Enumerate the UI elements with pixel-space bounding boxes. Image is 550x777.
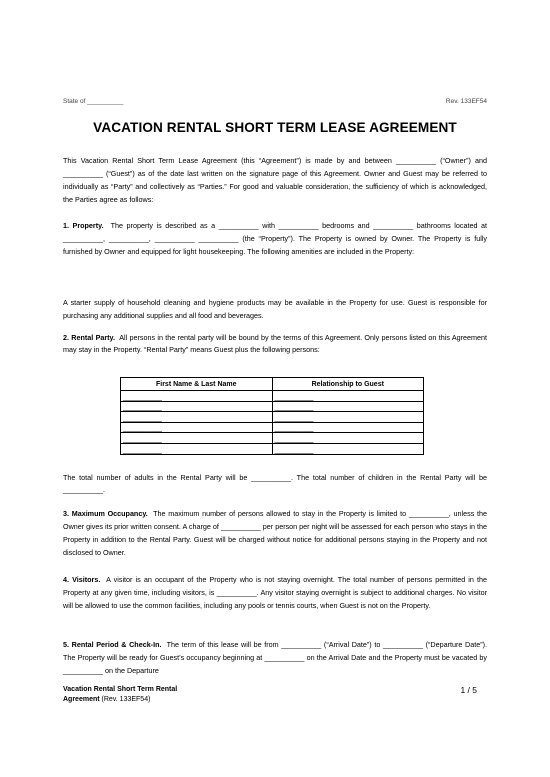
table-cell[interactable]: __________ — [272, 412, 424, 423]
supplies-paragraph: A starter supply of household cleaning and hygiene products may be available in the Property for use. Guest is responsible for purchasing any additional supplies and all food and beverages. — [63, 298, 487, 320]
section-maximum-occupancy — [63, 507, 487, 559]
table-cell[interactable]: __________ — [272, 391, 424, 402]
party-totals-paragraph: The total number of adults in the Rental Party will be __________. The total number of children in the Rental Party will be __________. — [63, 473, 487, 494]
state-label: State of __________ — [63, 98, 124, 105]
table-cell[interactable]: __________ — [272, 422, 424, 433]
document-title: VACATION RENTAL SHORT TERM LEASE AGREEMENT — [93, 120, 457, 135]
section-text: The maximum number of persons allowed to stay in the Property is limited to __________, unless the Owner gives its prior written consent. A charge of __________ per person per night will be assessed for each person who stays in the Property in addition to the Rental Party. Guest will be charged without notice for additional persons staying in the Property and not disclosed to Owner. — [63, 509, 487, 557]
section-property — [63, 219, 487, 258]
table-row — [121, 412, 424, 423]
intro-paragraph: This Vacation Rental Short Term Lease Agreement (this “Agreement”) is made by and between __________ (“Owner”) and __________ (“Guest”) as of the date last written on the signature page of this Agreement. Owner and Guest may be referred to individually as “Party” and collectively as “Parties.” For good and valuable consideration, the sufficiency of which is acknowledged, the Parties agree as follows: — [63, 156, 487, 204]
page-footer — [63, 685, 487, 705]
section-text: The property is described as a __________ with __________ bedrooms and __________ bathrooms located at __________, __________, __________ __________ (the “Property”). The Property is owned by Owner. The Property is fully furnished by Owner and equipped for light housekeeping. The following amenities are included in the Property: — [63, 221, 488, 256]
section-visitors — [63, 573, 487, 612]
table-cell[interactable]: __________ — [121, 433, 273, 444]
table-cell[interactable]: __________ — [121, 401, 273, 412]
footer-title-line1: Vacation Rental Short Term Rental — [63, 686, 178, 693]
table-row — [121, 391, 424, 402]
page-header — [63, 98, 487, 105]
section-rental-period — [63, 638, 487, 677]
table-cell[interactable]: __________ — [272, 401, 424, 412]
revision-label: Rev. 133EF54 — [445, 98, 487, 105]
table-cell[interactable]: __________ — [121, 412, 273, 423]
table-row — [121, 422, 424, 433]
footer-revision: (Rev. 133EF54) — [99, 696, 151, 703]
section-heading: 3. Maximum Occupancy. — [63, 509, 148, 518]
table-cell[interactable]: __________ — [121, 422, 273, 433]
section-text: All persons in the rental party will be bound by the terms of this Agreement. Only persons listed on this Agreement may stay in the Property. “Rental Party” means Guest plus the following persons: — [63, 333, 487, 354]
page-number: 1 / 5 — [460, 685, 477, 695]
column-header: First Name & Last Name — [121, 378, 273, 391]
table-cell[interactable]: __________ — [272, 433, 424, 444]
table-cell[interactable]: __________ — [121, 443, 273, 454]
section-rental-party — [63, 332, 487, 355]
section-heading: 4. Visitors. — [63, 575, 101, 584]
rental-party-table — [120, 377, 424, 455]
table-header-row — [121, 378, 424, 391]
table-cell[interactable]: __________ — [272, 443, 424, 454]
table-cell[interactable]: __________ — [121, 391, 273, 402]
table-row — [121, 443, 424, 454]
table-row — [121, 401, 424, 412]
section-text: The term of this lease will be from __________ (“Arrival Date”) to __________ (“Departure Date”). The Property will be ready for Guest’s occupancy beginning at __________ on the Arrival Date and the Property must be vacated by __________ on the Departure — [63, 640, 487, 675]
table-row — [121, 433, 424, 444]
section-heading: 1. Property. — [63, 221, 104, 230]
section-heading: 2. Rental Party. — [63, 333, 116, 342]
footer-title-line2: Agreement — [63, 696, 100, 703]
section-text: A visitor is an occupant of the Property who is not staying overnight. The total number of persons permitted in the Property at any given time, including visitors, is __________. Any visitor staying overnight is subject to additional charges. No visitor will be allowed to use the common facilities, including any pools or tennis courts, when Guest is not on the Property. — [63, 575, 487, 610]
column-header: Relationship to Guest — [272, 378, 424, 391]
section-heading: 5. Rental Period & Check-In. — [63, 640, 162, 649]
